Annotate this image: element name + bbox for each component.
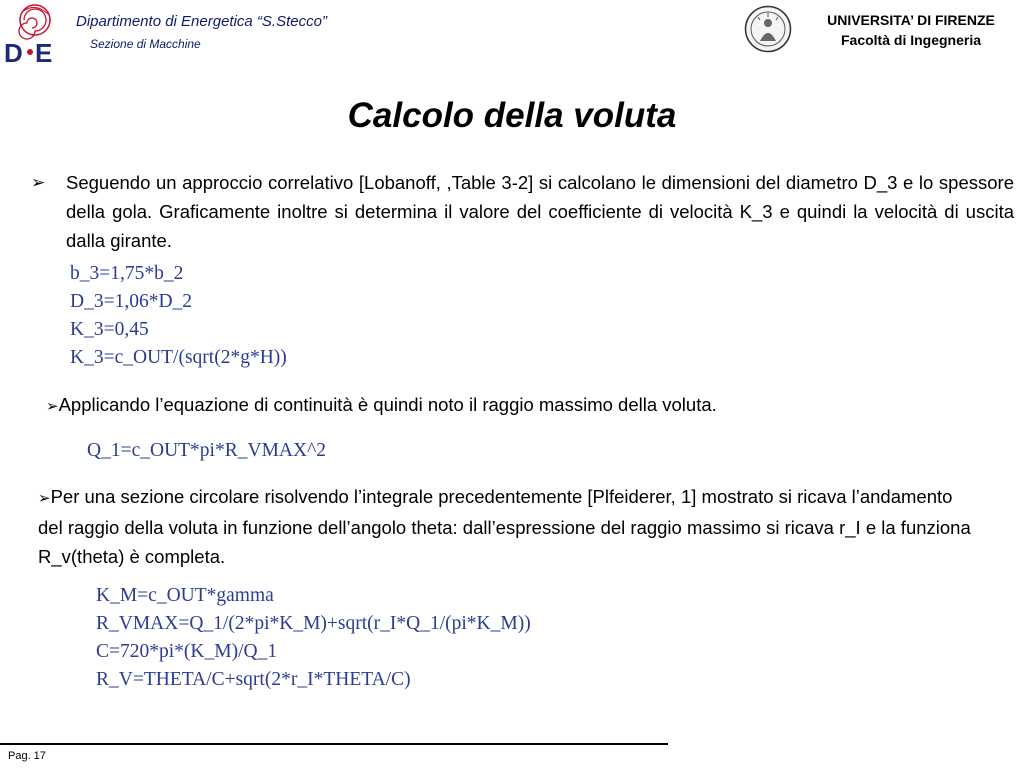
formula-line: D_3=1,06*D_2: [70, 291, 193, 312]
section-name: Sezione di Macchine: [90, 37, 201, 51]
department-logo: [4, 2, 66, 66]
department-name: Dipartimento di Energetica “S.Stecco”: [76, 13, 327, 30]
paragraph-2-text: Applicando l’equazione di continuità è quindi noto il raggio massimo della voluta.: [58, 394, 717, 415]
formula-line: R_VMAX=Q_1/(2*pi*K_M)+sqrt(r_I*Q_1/(pi*K_M)): [96, 613, 531, 634]
paragraph-1: Seguendo un approccio correlativo [Lobanoff, ,Table 3-2] si calcolano le dimensioni del diametro D_3 e lo spessore della gola. Graficamente inoltre si determina il valore del coefficiente di velocità K_3 e quindi la velocità di uscita dalla girante.: [66, 172, 1014, 251]
arrow-bullet-icon: ➢: [31, 173, 46, 192]
formula-line: K_3=0,45: [70, 319, 149, 340]
formula-line: C=720*pi*(K_M)/Q_1: [96, 641, 278, 662]
paragraph-3-text: Per una sezione circolare risolvendo l’integrale precedentemente [Plfeiderer, 1] mostrato si ricava l’andamento del raggio della voluta in funzione dell’angolo theta: dall’espressione del raggio massimo si ricava r_I e la funziona R_v(theta) è completa.: [38, 486, 971, 567]
footer-divider: [0, 743, 668, 745]
paragraph-2: [46, 390, 717, 421]
university-seal: [744, 5, 792, 53]
arrow-bullet-icon: ➢: [46, 398, 59, 415]
formula-line: R_V=THETA/C+sqrt(2*r_I*THETA/C): [96, 669, 411, 690]
logo-text: D: [4, 38, 23, 66]
spiral-icon: [4, 2, 66, 66]
formula-line: K_3=c_OUT/(sqrt(2*g*H)): [70, 347, 287, 368]
paragraph-3: [38, 482, 978, 571]
arrow-bullet-icon: ➢: [38, 490, 51, 507]
university-name: UNIVERSITA’ DI FIRENZE: [827, 12, 995, 28]
formula-line: K_M=c_OUT*gamma: [96, 585, 274, 606]
formula-line: b_3=1,75*b_2: [70, 263, 184, 284]
faculty-name: Facoltà di Ingegneria: [840, 32, 982, 48]
svg-text:E: E: [35, 38, 53, 66]
formula-group-3: [96, 582, 531, 694]
formula-group-2: [87, 437, 326, 465]
page-number: Pag. 17: [8, 750, 46, 762]
formula-line: Q_1=c_OUT*pi*R_VMAX^2: [87, 440, 326, 461]
seal-icon: [744, 5, 792, 53]
slide-title: Calcolo della voluta: [347, 96, 677, 135]
formula-group-1: [70, 260, 287, 372]
